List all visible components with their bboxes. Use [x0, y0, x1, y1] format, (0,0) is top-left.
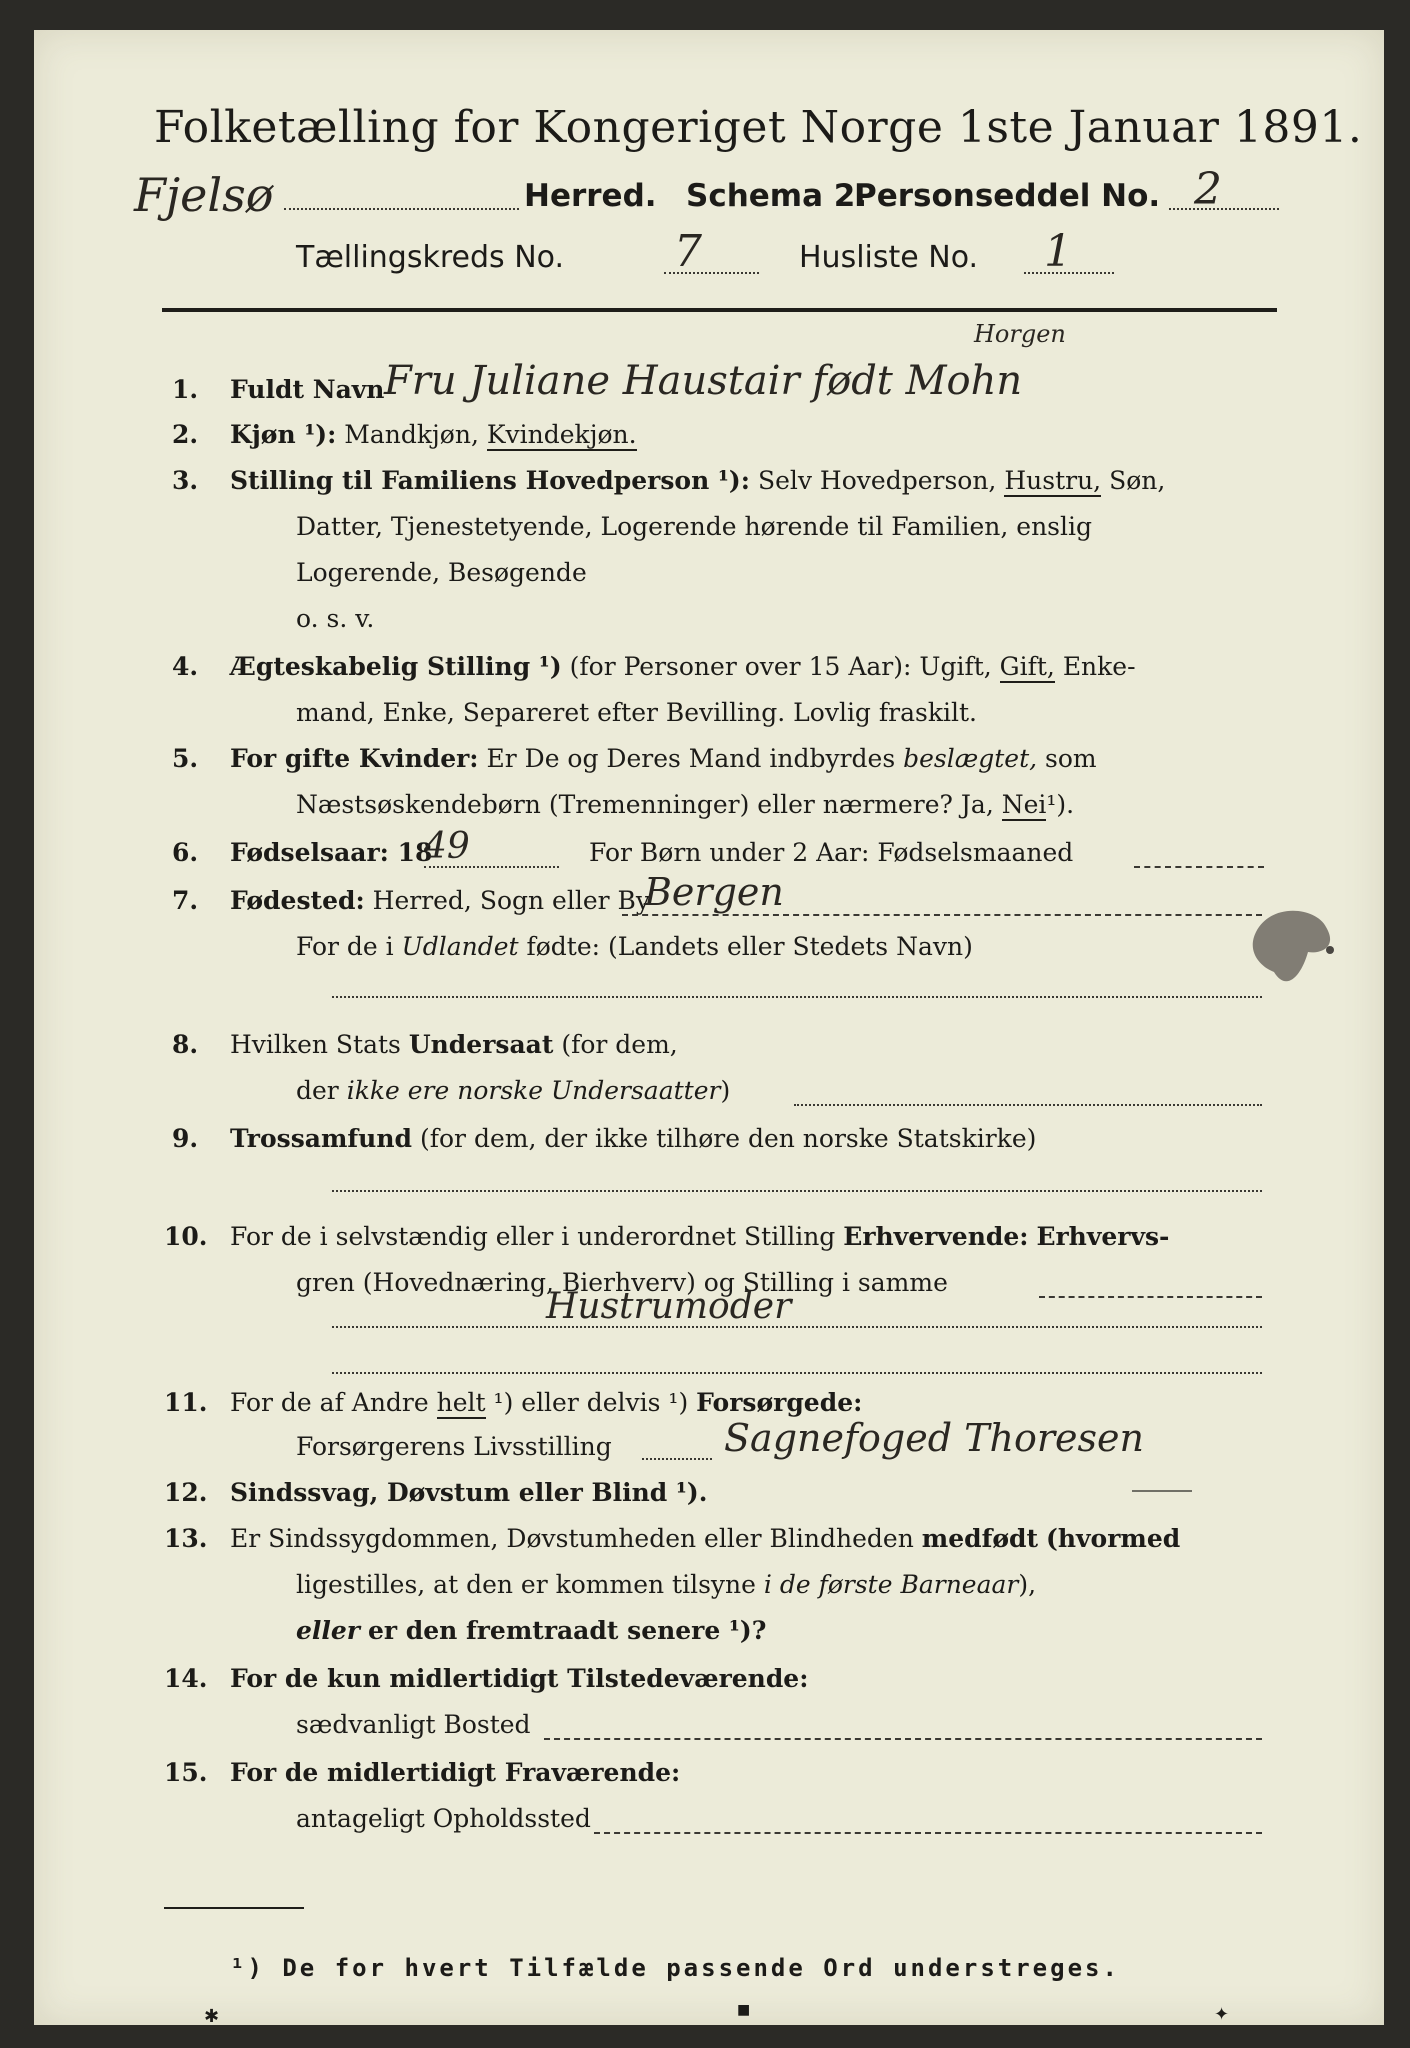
q3-option-selv: Selv Hovedperson, [757, 466, 997, 495]
q15-label: For de midlertidigt Fraværende: [230, 1758, 681, 1787]
q10-erhvervende: Erhvervende: [843, 1222, 1029, 1251]
q8-line2c: ) [720, 1076, 731, 1105]
taellingskreds-label: Tællingskreds No. [296, 240, 564, 275]
herred-value: Fjelsø [134, 168, 274, 222]
q11-option-helt: helt [436, 1388, 486, 1417]
item-number-11: 11. [164, 1388, 208, 1417]
q10-dashline1 [1039, 1296, 1262, 1298]
q3-option-hustru: Hustru, [1004, 466, 1102, 495]
taellingskreds-value: 7 [674, 226, 702, 277]
q8-line2a: der [296, 1076, 339, 1105]
q6-value: 49 [424, 826, 470, 867]
q12-label: Sindssvag, Døvstum eller Blind ¹). [230, 1478, 708, 1507]
q4-label: Ægteskabelig Stilling ¹) [230, 652, 562, 681]
q7-value: Bergen [644, 870, 784, 914]
q11-text: For de af Andre [230, 1388, 429, 1417]
q7-dotline [332, 996, 1262, 998]
q10-dotline [332, 1326, 1262, 1328]
q11-line2: Forsørgerens Livsstilling [296, 1432, 612, 1461]
q1-label: Fuldt Navn [230, 375, 385, 404]
item-number-8: 8. [172, 1030, 199, 1059]
item-number-7: 7. [172, 886, 199, 915]
q5-footmark: ¹). [1046, 790, 1075, 819]
q7-dashline [622, 914, 1262, 916]
page-mark-left: ✱ [204, 2006, 220, 2027]
item-number-14: 14. [164, 1664, 208, 1693]
q6-fodselsmaaned: For Børn under 2 Aar: Fødselsmaaned [589, 838, 1074, 867]
q13-line3a: eller [296, 1616, 360, 1645]
q5-option-nei: Nei [1001, 790, 1047, 819]
q6-dashline [1134, 866, 1264, 868]
q3-option-son: Søn, [1109, 466, 1166, 495]
item-number-1: 1. [172, 375, 199, 404]
q10-line2: gren (Hovednæring, Bierhverv) og Stilling i samme [296, 1268, 948, 1297]
q13-hvormed: (hvormed [1046, 1524, 1181, 1553]
header-rule [162, 308, 1277, 312]
q4-text: (for Personer over 15 Aar): Ugift, [569, 652, 992, 681]
q6-dotline [424, 866, 559, 868]
census-form-page [34, 30, 1384, 2025]
q7-line2a: For de i [296, 932, 394, 961]
item-number-12: 12. [164, 1478, 208, 1507]
q15-line2: antageligt Opholdssted [296, 1804, 591, 1833]
schema-label: Schema 2. [686, 178, 868, 214]
husliste-label: Husliste No. [799, 240, 979, 275]
item-number-6: 6. [172, 838, 199, 867]
q5-line2: Næstsøskendebørn (Tremenninger) eller nærmere? Ja, [296, 790, 994, 819]
q1-value: Fru Juliane Haustair født Mohn [384, 358, 1023, 404]
q5-text: Er De og Deres Mand indbyrdes [486, 744, 896, 773]
item-number-3: 3. [172, 466, 199, 495]
item-number-10: 10. [164, 1222, 208, 1251]
q4-line2: mand, Enke, Separeret efter Bevilling. Lovlig fraskilt. [296, 698, 977, 727]
q8-text: Hvilken Stats [230, 1030, 401, 1059]
item-number-13: 13. [164, 1524, 208, 1553]
q8-dotline [794, 1104, 1262, 1106]
q9-text: (for dem, der ikke tilhøre den norske Statskirke) [419, 1124, 1037, 1153]
form-title: Folketælling for Kongeriget Norge 1ste Januar 1891. [154, 102, 1363, 153]
husliste-dotline [1024, 272, 1114, 274]
personseddel-label: Personseddel No. [854, 178, 1161, 214]
q14-line2: sædvanligt Bosted [296, 1710, 531, 1739]
taellingskreds-dotline [664, 272, 759, 274]
herred-dotline [284, 208, 519, 210]
q2-option-kvindekjon: Kvindekjøn. [486, 420, 637, 449]
q10-value: Hustrumoder [546, 1286, 792, 1327]
q14-dashline [544, 1738, 1262, 1740]
q4-option-gift: Gift, [999, 652, 1055, 681]
ink-blot [1246, 892, 1342, 1012]
q14-label: For de kun midlertidigt Tilstedeværende: [230, 1664, 809, 1693]
q7-text: Herred, Sogn eller By [372, 886, 651, 915]
q3-line4: o. s. v. [296, 604, 375, 633]
q13-line2b: i de første Barneaar [763, 1570, 1019, 1599]
q9-dotline [332, 1190, 1262, 1192]
q10-erhvervs: Erhvervs- [1036, 1222, 1170, 1251]
q2-option-mandkjon: Mandkjøn, [344, 420, 479, 449]
q13-line2a: ligestilles, at den er kommen tilsyne [296, 1570, 756, 1599]
q11-delvis: ¹) eller delvis ¹) [493, 1388, 689, 1417]
q7-label: Fødested: [230, 886, 365, 915]
q6-label: Fødselsaar: 18 [230, 838, 433, 867]
q13-medfodt: medfødt [921, 1524, 1039, 1553]
q11-forsorgede: Forsørgede: [696, 1388, 863, 1417]
q1-insert: Horgen [974, 320, 1066, 348]
q10-text: For de i selvstændig eller i underordnet Stilling [230, 1222, 836, 1251]
q13-text: Er Sindssygdommen, Døvstumheden eller Blindheden [230, 1524, 914, 1553]
q10-dotline2 [332, 1372, 1262, 1374]
footnote: ¹) De for hvert Tilfælde passende Ord understreges. [230, 1954, 1120, 1982]
q13-line2c: ), [1018, 1570, 1037, 1599]
q5-som: som [1045, 744, 1097, 773]
personseddel-value: 2 [1194, 164, 1222, 215]
q8-line2b: ikke ere norske Undersaatter [346, 1076, 721, 1105]
q9-label: Trossamfund [230, 1124, 413, 1153]
q5-label: For gifte Kvinder: [230, 744, 479, 773]
q8-paren: (for dem, [561, 1030, 678, 1059]
q2-label: Kjøn ¹): [230, 420, 337, 449]
page-mark-right: ✦ [1214, 2004, 1230, 2025]
q11-value: Sagnefoged Thoresen [724, 1416, 1144, 1460]
q15-dashline [594, 1832, 1262, 1834]
item-number-5: 5. [172, 744, 199, 773]
personseddel-dotline [1169, 208, 1279, 210]
herred-label: Herred. [524, 178, 657, 214]
q5-beslaegtet: beslægtet, [903, 744, 1038, 773]
q7-line2c: fødte: (Landets eller Stedets Navn) [526, 932, 973, 961]
q4-option-enke: Enke- [1062, 652, 1136, 681]
q13-line3b: er den fremtraadt senere ¹)? [367, 1616, 767, 1645]
husliste-value: 1 [1044, 226, 1072, 277]
item-number-4: 4. [172, 652, 199, 681]
item-number-9: 9. [172, 1124, 199, 1153]
q3-label: Stilling til Familiens Hovedperson ¹): [230, 466, 750, 495]
q7-udlandet: Udlandet [401, 932, 519, 961]
q8-undersaat: Undersaat [408, 1030, 554, 1059]
page-mark-center: ■ [737, 2002, 751, 2018]
item-number-2: 2. [172, 420, 199, 449]
q3-line3: Logerende, Besøgende [296, 558, 587, 587]
q11-dotline [642, 1458, 712, 1460]
q3-line2: Datter, Tjenestetyende, Logerende hørende til Familien, enslig [296, 512, 1093, 541]
item-number-15: 15. [164, 1758, 208, 1787]
footnote-rule [164, 1907, 304, 1909]
q12-pen-stroke [1132, 1490, 1192, 1492]
